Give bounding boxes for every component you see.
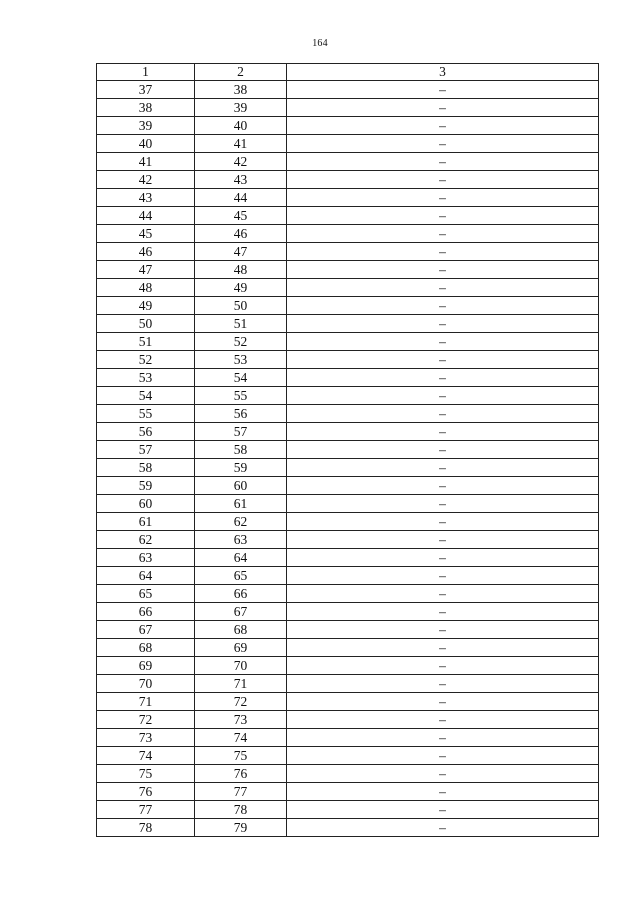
table-cell-col2: 74 (195, 729, 287, 747)
table-cell-col1: 71 (97, 693, 195, 711)
table-cell-col3: – (287, 153, 599, 171)
table-cell-col2: 72 (195, 693, 287, 711)
table-cell-col3: – (287, 99, 599, 117)
table-cell-col3: – (287, 135, 599, 153)
table-cell-col2: 58 (195, 441, 287, 459)
table-cell-col2: 66 (195, 585, 287, 603)
table-cell-col1: 63 (97, 549, 195, 567)
table-cell-col3: – (287, 441, 599, 459)
table-row (97, 675, 599, 693)
table-row (97, 747, 599, 765)
table-row (97, 765, 599, 783)
table-cell-col3: – (287, 423, 599, 441)
table-cell-col2: 57 (195, 423, 287, 441)
table-row (97, 729, 599, 747)
table-cell-col2: 45 (195, 207, 287, 225)
table-cell-col3: – (287, 531, 599, 549)
table-row (97, 567, 599, 585)
table-cell-col3: – (287, 189, 599, 207)
table-cell-col1: 38 (97, 99, 195, 117)
table-cell-col3: – (287, 81, 599, 99)
table-cell-col1: 52 (97, 351, 195, 369)
table-cell-col3: – (287, 495, 599, 513)
table-cell-col2: 61 (195, 495, 287, 513)
table-row (97, 225, 599, 243)
table-row (97, 639, 599, 657)
table-row (97, 189, 599, 207)
table-cell-col1: 57 (97, 441, 195, 459)
table-row (97, 369, 599, 387)
table-cell-col3: – (287, 243, 599, 261)
table-row (97, 333, 599, 351)
table-row (97, 117, 599, 135)
table-cell-col3: – (287, 387, 599, 405)
table-cell-col2: 42 (195, 153, 287, 171)
table-cell-col1: 55 (97, 405, 195, 423)
table-cell-col3: – (287, 225, 599, 243)
table-cell-col1: 61 (97, 513, 195, 531)
table-cell-col3: – (287, 801, 599, 819)
table-cell-col1: 74 (97, 747, 195, 765)
table-cell-col3: – (287, 351, 599, 369)
table-cell-col1: 69 (97, 657, 195, 675)
table-row (97, 243, 599, 261)
table-cell-col3: – (287, 585, 599, 603)
table-cell-col2: 48 (195, 261, 287, 279)
table-cell-col1: 59 (97, 477, 195, 495)
table-cell-col1: 40 (97, 135, 195, 153)
table-cell-col3: – (287, 207, 599, 225)
table-cell-col1: 37 (97, 81, 195, 99)
table-cell-col2: 73 (195, 711, 287, 729)
table-cell-col3: – (287, 621, 599, 639)
table-cell-col1: 72 (97, 711, 195, 729)
table-cell-col1: 67 (97, 621, 195, 639)
table-cell-col2: 55 (195, 387, 287, 405)
table-cell-col3: – (287, 783, 599, 801)
table-cell-col2: 56 (195, 405, 287, 423)
table-cell-col1: 62 (97, 531, 195, 549)
table-cell-col1: 60 (97, 495, 195, 513)
table-row (97, 513, 599, 531)
table-cell-col2: 47 (195, 243, 287, 261)
table-row (97, 783, 599, 801)
table-row (97, 261, 599, 279)
page-number: 164 (312, 38, 328, 49)
table-cell-col2: 46 (195, 225, 287, 243)
table-cell-col1: 66 (97, 603, 195, 621)
table-body (97, 81, 599, 837)
table-cell-col1: 39 (97, 117, 195, 135)
table-cell-col3: – (287, 333, 599, 351)
table-cell-col3: – (287, 693, 599, 711)
table-cell-col3: – (287, 297, 599, 315)
table-cell-col2: 69 (195, 639, 287, 657)
table-cell-col2: 39 (195, 99, 287, 117)
table-cell-col2: 59 (195, 459, 287, 477)
table-cell-col3: – (287, 711, 599, 729)
table-row (97, 207, 599, 225)
table-row (97, 315, 599, 333)
table-cell-col3: – (287, 513, 599, 531)
table-row (97, 585, 599, 603)
table-cell-col1: 49 (97, 297, 195, 315)
table-cell-col3: – (287, 729, 599, 747)
table-cell-col2: 54 (195, 369, 287, 387)
table-row (97, 603, 599, 621)
table-cell-col3: – (287, 567, 599, 585)
table-cell-col2: 49 (195, 279, 287, 297)
table-cell-col2: 78 (195, 801, 287, 819)
table-cell-col2: 64 (195, 549, 287, 567)
table-cell-col3: – (287, 675, 599, 693)
table-cell-col3: – (287, 603, 599, 621)
table-cell-col3: – (287, 171, 599, 189)
table-cell-col3: – (287, 279, 599, 297)
table-row (97, 441, 599, 459)
table-row (97, 81, 599, 99)
table-row (97, 99, 599, 117)
table-cell-col1: 53 (97, 369, 195, 387)
table-cell-col3: – (287, 405, 599, 423)
table-row (97, 693, 599, 711)
table-cell-col1: 70 (97, 675, 195, 693)
table-cell-col2: 41 (195, 135, 287, 153)
table-row (97, 135, 599, 153)
table-cell-col1: 46 (97, 243, 195, 261)
column-header-3: 3 (287, 64, 599, 81)
table-cell-col1: 77 (97, 801, 195, 819)
table-cell-col2: 60 (195, 477, 287, 495)
table-row (97, 279, 599, 297)
table-cell-col2: 75 (195, 747, 287, 765)
table-cell-col3: – (287, 477, 599, 495)
table-row (97, 477, 599, 495)
table-cell-col2: 51 (195, 315, 287, 333)
table-cell-col3: – (287, 549, 599, 567)
table-row (97, 711, 599, 729)
table-cell-col1: 47 (97, 261, 195, 279)
table-cell-col1: 50 (97, 315, 195, 333)
data-table (96, 63, 599, 837)
table-cell-col2: 76 (195, 765, 287, 783)
table-cell-col1: 54 (97, 387, 195, 405)
table-cell-col1: 48 (97, 279, 195, 297)
table-row (97, 495, 599, 513)
table-row (97, 819, 599, 837)
table-cell-col1: 43 (97, 189, 195, 207)
table-cell-col1: 41 (97, 153, 195, 171)
table-row (97, 549, 599, 567)
table-row (97, 657, 599, 675)
table-cell-col3: – (287, 315, 599, 333)
table-cell-col1: 64 (97, 567, 195, 585)
table-row (97, 621, 599, 639)
table-cell-col1: 58 (97, 459, 195, 477)
table-cell-col2: 63 (195, 531, 287, 549)
table-cell-col2: 79 (195, 819, 287, 837)
table-cell-col1: 78 (97, 819, 195, 837)
table-cell-col3: – (287, 819, 599, 837)
table-row (97, 297, 599, 315)
table-row (97, 405, 599, 423)
table-cell-col2: 62 (195, 513, 287, 531)
table-row (97, 153, 599, 171)
table-cell-col3: – (287, 765, 599, 783)
table-cell-col2: 50 (195, 297, 287, 315)
table-cell-col2: 68 (195, 621, 287, 639)
table-cell-col2: 44 (195, 189, 287, 207)
column-header-1: 1 (97, 64, 195, 81)
table-cell-col3: – (287, 747, 599, 765)
table-cell-col3: – (287, 657, 599, 675)
table-cell-col2: 70 (195, 657, 287, 675)
table-header (97, 64, 599, 81)
table-cell-col1: 44 (97, 207, 195, 225)
table-cell-col3: – (287, 459, 599, 477)
table-row (97, 171, 599, 189)
table-cell-col2: 67 (195, 603, 287, 621)
table-cell-col3: – (287, 369, 599, 387)
table-cell-col2: 65 (195, 567, 287, 585)
table-row (97, 459, 599, 477)
table-row (97, 801, 599, 819)
table-row (97, 387, 599, 405)
table-row (97, 531, 599, 549)
table-cell-col3: – (287, 117, 599, 135)
table-cell-col2: 40 (195, 117, 287, 135)
table-cell-col2: 38 (195, 81, 287, 99)
table-cell-col2: 52 (195, 333, 287, 351)
table-cell-col2: 53 (195, 351, 287, 369)
table-row (97, 351, 599, 369)
column-header-2: 2 (195, 64, 287, 81)
table-cell-col3: – (287, 639, 599, 657)
table-row (97, 423, 599, 441)
table-cell-col2: 43 (195, 171, 287, 189)
table-cell-col1: 65 (97, 585, 195, 603)
table-cell-col3: – (287, 261, 599, 279)
table-cell-col1: 45 (97, 225, 195, 243)
table-cell-col1: 42 (97, 171, 195, 189)
table-cell-col2: 77 (195, 783, 287, 801)
header-row (97, 64, 599, 81)
table-cell-col1: 75 (97, 765, 195, 783)
table-cell-col1: 73 (97, 729, 195, 747)
table-cell-col2: 71 (195, 675, 287, 693)
table-cell-col1: 68 (97, 639, 195, 657)
table-cell-col1: 51 (97, 333, 195, 351)
table-cell-col1: 76 (97, 783, 195, 801)
table-cell-col1: 56 (97, 423, 195, 441)
